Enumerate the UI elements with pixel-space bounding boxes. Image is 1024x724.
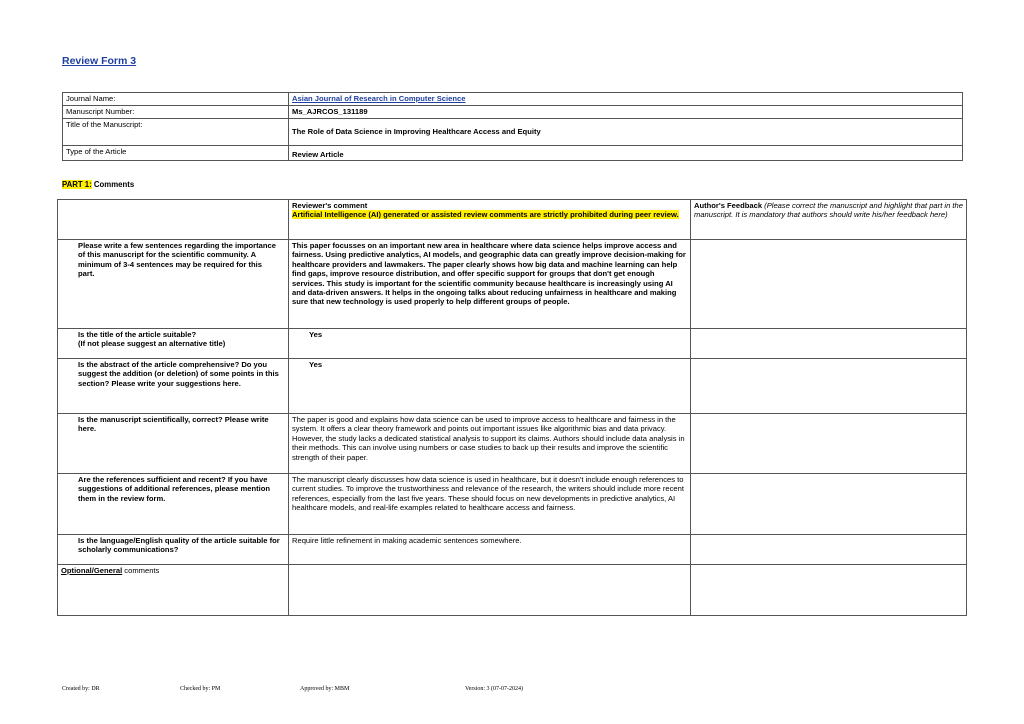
question-references: Are the references sufficient and recent? If you have suggestions of additional references, please mention them in the review form. — [58, 474, 289, 535]
answer-title: Yes — [289, 329, 691, 359]
article-type-value: Review Article — [289, 146, 963, 161]
author-feedback-scientific[interactable] — [691, 414, 967, 474]
review-table — [57, 199, 967, 616]
manuscript-title-label: Title of the Manuscript: — [63, 119, 289, 146]
answer-scientific: The paper is good and explains how data science can be used to improve access to healthcare and fairness in the system. It offers a clear theory framework and points out important issues like algorithmic bias and data privacy. However, the study lacks a dedicated statistical analysis to support its claims. Authors should include data analysis in their methods. This can involve using numbers or case studies to back up their results and improve the scientific strength of their paper. — [289, 414, 691, 474]
ai-warning-text: Artificial Intelligence (AI) generated or assisted review comments are strictly prohibited during peer review. — [292, 210, 679, 220]
optional-comments-label: comments — [122, 566, 160, 575]
answer-importance: This paper focusses on an important new area in healthcare where data science helps improve access and fairness. Using predictive analytics, AI models, and geographic data can greatly improve decision-making for healthcare providers and lawmakers. The paper clearly shows how big data and machine learning can help find gaps, improve resource distribution, and offer specific support for groups that don't get enough services. This study is important for the scientific community because healthcare is increasingly using AI and data-driven answers. It helps in the ongoing talks about reducing unfairness in healthcare and making sure that new technology is used properly to help different groups of people. — [289, 240, 691, 329]
part-label: PART 1: — [62, 180, 92, 189]
reviewer-header-cell — [289, 200, 691, 240]
optional-general-label: Optional/General — [61, 566, 123, 575]
author-feedback-references[interactable] — [691, 474, 967, 535]
footer-created: Created by: DR — [62, 686, 100, 692]
author-feedback-header: Author's Feedback — [694, 201, 763, 210]
journal-name-label: Journal Name: — [63, 93, 289, 106]
part-rest: Comments — [91, 180, 135, 189]
journal-name-link[interactable]: Asian Journal of Research in Computer Science — [289, 93, 963, 106]
optional-comments-author[interactable] — [691, 565, 967, 616]
answer-references: The manuscript clearly discusses how data science is used in healthcare, but it doesn't include enough references to current studies. To improve the trustworthiness and relevance of the research, the writers should include more recent references, especially from the last five years. These should focus on new developments in predictive analytics, AI healthcare models, and real-life examples related to healthcare access and fairness. — [289, 474, 691, 535]
optional-comments-label-cell — [58, 565, 289, 616]
article-type-label: Type of the Article — [63, 146, 289, 161]
footer-version: Version: 3 (07-07-2024) — [465, 686, 523, 692]
form-title: Review Form 3 — [62, 55, 137, 67]
answer-abstract: Yes — [289, 359, 691, 414]
manuscript-title-value: The Role of Data Science in Improving Healthcare Access and Equity — [289, 119, 963, 146]
optional-comments-reviewer[interactable] — [289, 565, 691, 616]
manuscript-number-label: Manuscript Number: — [63, 106, 289, 119]
author-feedback-abstract[interactable] — [691, 359, 967, 414]
manuscript-info-table — [62, 92, 963, 161]
author-feedback-instructions: (Please correct the manuscript and highlight that part in the manuscript. It is mandatory that authors should write his/her feedback here) — [694, 201, 963, 220]
author-feedback-importance[interactable] — [691, 240, 967, 329]
author-feedback-header-cell — [691, 200, 967, 240]
author-feedback-language[interactable] — [691, 535, 967, 565]
manuscript-number-value: Ms_AJRCOS_131189 — [289, 106, 963, 119]
answer-language: Require little refinement in making academic sentences somewhere. — [289, 535, 691, 565]
question-importance: Please write a few sentences regarding the importance of this manuscript for the scientific community. A minimum of 3-4 sentences may be required for this part. — [58, 240, 289, 329]
part-heading — [62, 180, 134, 189]
question-abstract: Is the abstract of the article comprehensive? Do you suggest the addition (or deletion) of some points in this section? Please write your suggestions here. — [58, 359, 289, 414]
question-scientific: Is the manuscript scientifically, correct? Please write here. — [58, 414, 289, 474]
question-title: Is the title of the article suitable? (If not please suggest an alternative title) — [58, 329, 289, 359]
question-language: Is the language/English quality of the article suitable for scholarly communications? — [58, 535, 289, 565]
reviewer-comment-header: Reviewer's comment — [292, 201, 368, 210]
header-empty-cell — [58, 200, 289, 240]
author-feedback-title[interactable] — [691, 329, 967, 359]
footer-approved: Approved by: MBM — [300, 686, 350, 692]
footer-checked: Checked by: PM — [180, 686, 221, 692]
